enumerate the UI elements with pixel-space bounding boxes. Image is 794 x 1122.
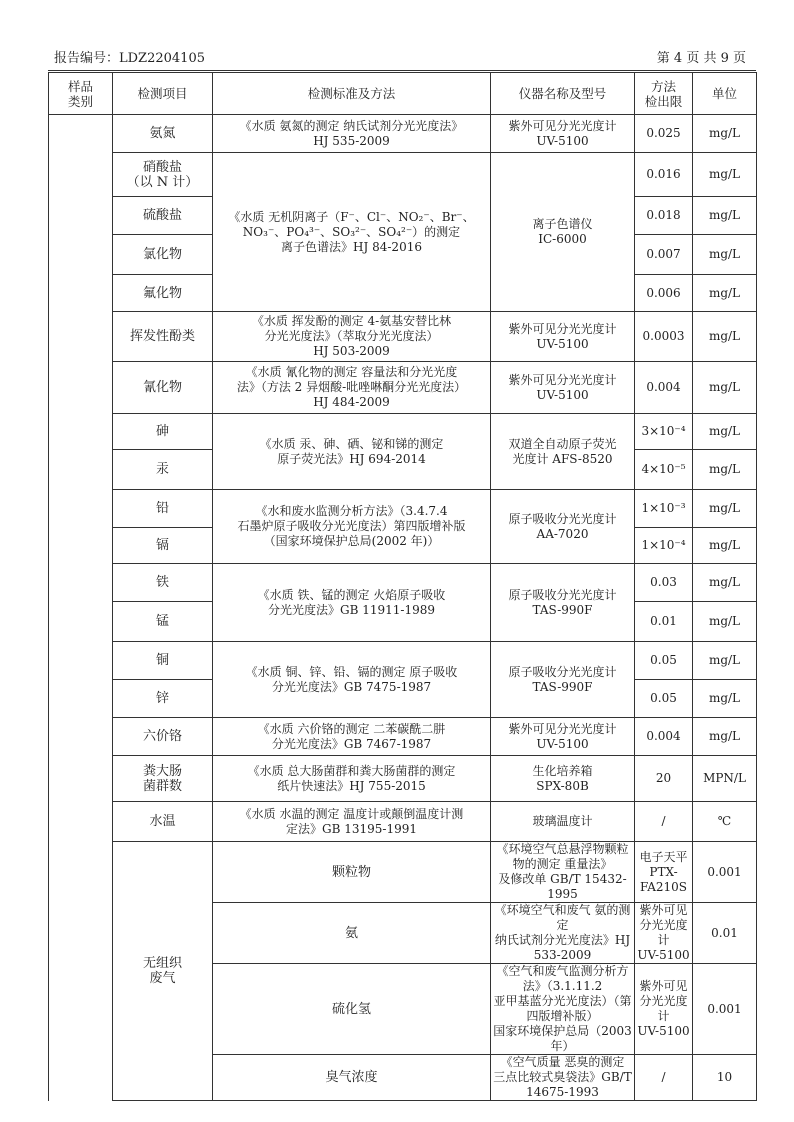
limit-cell: 0.004 (635, 718, 693, 756)
standard-cell: 《水质 无机阴离子（F⁻、Cl⁻、NO₂⁻、Br⁻、 NO₃⁻、PO₄³⁻、SO₃²⁻、SO₄²⁻）的测定 离子色谱法》HJ 84-2016 (213, 153, 491, 312)
instrument-cell: 原子吸收分光光度计 TAS-990F (491, 564, 635, 642)
item-cell: 硝酸盐 （以 N 计） (113, 153, 213, 197)
table-row (49, 312, 757, 362)
limit-cell: 10 (693, 1055, 757, 1101)
standard-cell: 《水质 总大肠菌群和粪大肠菌群的测定 纸片快速法》HJ 755-2015 (213, 756, 491, 802)
col-header-item: 检测项目 (113, 73, 213, 115)
limit-cell: 0.001 (693, 964, 757, 1055)
limit-cell: 0.006 (635, 275, 693, 312)
item-cell: 氨氮 (113, 115, 213, 153)
instrument-cell: 紫外可见分光光度计 UV-5100 (491, 362, 635, 414)
item-cell: 氰化物 (113, 362, 213, 414)
item-cell: 汞 (113, 450, 213, 490)
instrument-cell: 玻璃温度计 (491, 802, 635, 842)
unit-cell: mg/L (693, 153, 757, 197)
unit-cell: mg/L (693, 115, 757, 153)
unit-cell: mg/L (693, 362, 757, 414)
table-row (49, 490, 757, 528)
standard-cell: 《环境空气总悬浮物颗粒物的测定 重量法》 及修改单 GB/T 15432-1995 (491, 842, 635, 903)
item-cell: 氟化物 (113, 275, 213, 312)
limit-cell: 4×10⁻⁵ (635, 450, 693, 490)
table-row (49, 564, 757, 602)
item-cell: 挥发性酚类 (113, 312, 213, 362)
limit-cell: 0.01 (635, 602, 693, 642)
limit-cell: 20 (635, 756, 693, 802)
standard-cell: 《水质 铁、锰的测定 火焰原子吸收 分光光度法》GB 11911-1989 (213, 564, 491, 642)
table-row (49, 362, 757, 414)
col-header-unit: 单位 (693, 73, 757, 115)
category-cell-gas: 无组织 废气 (113, 842, 213, 1101)
unit-cell: ℃ (693, 802, 757, 842)
standard-cell: 《水质 挥发酚的测定 4-氨基安替比林 分光光度法》（萃取分光光度法） HJ 503-2009 (213, 312, 491, 362)
unit-cell: mg/L (693, 312, 757, 362)
standard-cell: 《水质 氰化物的测定 容量法和分光光度 法》（方法 2 异烟酸-吡唑啉酮分光光度法） HJ 484-2009 (213, 362, 491, 414)
instrument-cell: 原子吸收分光光度计 AA-7020 (491, 490, 635, 564)
report-number: 报告编号：LDZ2204105 (54, 51, 205, 66)
unit-cell: mg/L (693, 414, 757, 450)
limit-cell: 0.004 (635, 362, 693, 414)
unit-cell: mg/L (693, 564, 757, 602)
item-cell: 镉 (113, 528, 213, 564)
unit-cell: mg/L (693, 450, 757, 490)
limit-cell: 0.007 (635, 235, 693, 275)
unit-cell: mg/L (693, 197, 757, 235)
instrument-cell: 离子色谱仪 IC-6000 (491, 153, 635, 312)
limit-cell: 0.018 (635, 197, 693, 235)
item-cell: 粪大肠 菌群数 (113, 756, 213, 802)
col-header-instrument: 仪器名称及型号 (491, 73, 635, 115)
item-cell: 铜 (113, 642, 213, 680)
col-header-standard: 检测标准及方法 (213, 73, 491, 115)
item-cell: 水温 (113, 802, 213, 842)
item-cell: 铅 (113, 490, 213, 528)
page-header (54, 50, 746, 68)
header-rule (48, 70, 756, 71)
unit-cell: mg/L (693, 275, 757, 312)
standard-cell: 《水质 铜、锌、铅、镉的测定 原子吸收 分光光度法》GB 7475-1987 (213, 642, 491, 718)
item-cell: 硫化氢 (213, 964, 491, 1055)
standard-cell: 《空气和废气监测分析方法》（3.1.11.2 亚甲基蓝分光光度法）（第四版增补版） 国家环境保护总局（2003 年） (491, 964, 635, 1055)
instrument-cell: 紫外可见分光光度计 UV-5100 (635, 903, 693, 964)
instrument-cell: 电子天平 PTX-FA210S (635, 842, 693, 903)
item-cell: 砷 (113, 414, 213, 450)
instrument-cell: 紫外可见分光光度计 UV-5100 (635, 964, 693, 1055)
standard-cell: 《水质 汞、砷、硒、铋和锑的测定 原子荧光法》HJ 694-2014 (213, 414, 491, 490)
limit-cell: / (635, 802, 693, 842)
limit-cell: 1×10⁻³ (635, 490, 693, 528)
standard-cell: 《水质 氨氮的测定 纳氏试剂分光光度法》 HJ 535-2009 (213, 115, 491, 153)
unit-cell: mg/L (693, 235, 757, 275)
unit-cell: MPN/L (693, 756, 757, 802)
standard-cell: 《空气质量 恶臭的测定 三点比较式臭袋法》GB/T 14675-1993 (491, 1055, 635, 1101)
item-cell: 锰 (113, 602, 213, 642)
standard-cell: 《水质 水温的测定 温度计或颠倒温度计测 定法》GB 13195-1991 (213, 802, 491, 842)
col-header-limit: 方法 检出限 (635, 73, 693, 115)
table-row (49, 802, 757, 842)
limit-cell: 0.0003 (635, 312, 693, 362)
table-header-row (49, 73, 757, 115)
item-cell: 氯化物 (113, 235, 213, 275)
unit-cell: mg/L (693, 680, 757, 718)
limit-cell: 0.016 (635, 153, 693, 197)
standard-cell: 《环境空气和废气 氨的测定 纳氏试剂分光光度法》HJ 533-2009 (491, 903, 635, 964)
category-cell-water (49, 115, 113, 1101)
unit-cell: mg/L (693, 528, 757, 564)
instrument-cell: 双道全自动原子荧光 光度计 AFS-8520 (491, 414, 635, 490)
unit-cell: mg/L (693, 490, 757, 528)
table-row (49, 153, 757, 197)
instrument-cell: 生化培养箱 SPX-80B (491, 756, 635, 802)
table-row (49, 718, 757, 756)
limit-cell: 0.01 (693, 903, 757, 964)
item-cell: 六价铬 (113, 718, 213, 756)
limit-cell: 0.05 (635, 642, 693, 680)
item-cell: 锌 (113, 680, 213, 718)
unit-cell: mg/L (693, 642, 757, 680)
item-cell: 颗粒物 (213, 842, 491, 903)
item-cell: 臭气浓度 (213, 1055, 491, 1101)
test-method-table (48, 72, 757, 1101)
limit-cell: 0.001 (693, 842, 757, 903)
limit-cell: 1×10⁻⁴ (635, 528, 693, 564)
limit-cell: 0.025 (635, 115, 693, 153)
instrument-cell: 紫外可见分光光度计 UV-5100 (491, 718, 635, 756)
instrument-cell: 紫外可见分光光度计 UV-5100 (491, 312, 635, 362)
limit-cell: 0.05 (635, 680, 693, 718)
unit-cell: mg/L (693, 602, 757, 642)
standard-cell: 《水质 六价铬的测定 二苯碳酰二肼 分光光度法》GB 7467-1987 (213, 718, 491, 756)
instrument-cell: 原子吸收分光光度计 TAS-990F (491, 642, 635, 718)
page-number: 第 4 页 共 9 页 (656, 51, 746, 66)
standard-cell: 《水和废水监测分析方法》（3.4.7.4 石墨炉原子吸收分光光度法）第四版增补版 （国家环境保护总局(2002 年)） (213, 490, 491, 564)
item-cell: 硫酸盐 (113, 197, 213, 235)
table-row (49, 115, 757, 153)
unit-cell: mg/L (693, 718, 757, 756)
instrument-cell: / (635, 1055, 693, 1101)
table-row (49, 842, 757, 903)
item-cell: 氨 (213, 903, 491, 964)
table-row (49, 414, 757, 450)
instrument-cell: 紫外可见分光光度计 UV-5100 (491, 115, 635, 153)
table-row (49, 756, 757, 802)
col-header-category: 样品 类别 (49, 73, 113, 115)
limit-cell: 3×10⁻⁴ (635, 414, 693, 450)
item-cell: 铁 (113, 564, 213, 602)
limit-cell: 0.03 (635, 564, 693, 602)
table-row (49, 642, 757, 680)
